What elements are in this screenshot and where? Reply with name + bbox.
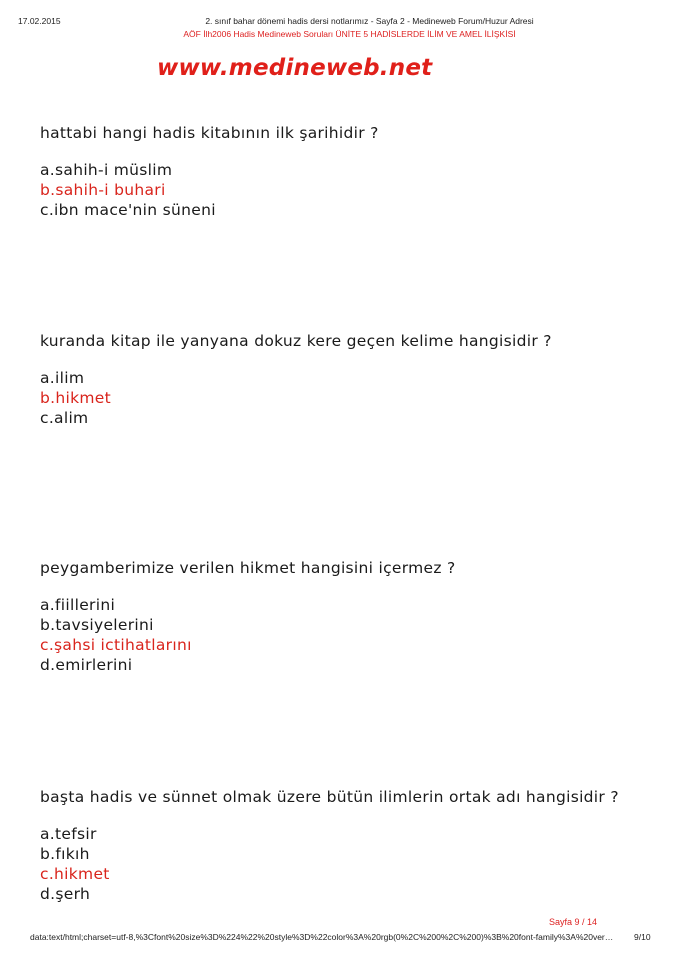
question-block-1: [40, 124, 379, 220]
option-correct: b.hikmet: [40, 389, 111, 407]
question-block-3: [40, 559, 456, 675]
option-correct: c.hikmet: [40, 865, 110, 883]
question-text: hattabi hangi hadis kitabının ilk şarihidir ?: [40, 124, 379, 142]
option: a.ilim: [40, 369, 85, 387]
question-block-2: [40, 332, 552, 428]
option: a.tefsir: [40, 825, 97, 843]
option-correct: b.sahih-i buhari: [40, 181, 166, 199]
print-title: 2. sınıf bahar dönemi hadis dersi notlarımız - Sayfa 2 - Medineweb Forum/Huzur Adresi: [205, 16, 534, 26]
question-text: kuranda kitap ile yanyana dokuz kere geçen kelime hangisidir ?: [40, 332, 552, 350]
question-block-4: [40, 788, 619, 904]
option: c.alim: [40, 409, 89, 427]
page-indicator: Sayfa 9 / 14: [549, 917, 598, 927]
print-page-number: 9/10: [634, 932, 651, 942]
site-watermark[interactable]: www.medineweb.net: [157, 55, 433, 81]
option: b.fıkıh: [40, 845, 90, 863]
question-text: başta hadis ve sünnet olmak üzere bütün ilimlerin ortak adı hangisidir ?: [40, 788, 619, 806]
option: b.tavsiyelerini: [40, 616, 154, 634]
option: a.fiillerini: [40, 596, 116, 614]
print-date: 17.02.2015: [18, 16, 61, 26]
option-correct: c.şahsi ictihatlarını: [40, 636, 192, 654]
print-url: data:text/html;charset=utf-8,%3Cfont%20size%3D%224%22%20style%3D%22color%3A%20rgb(0%2C%200%2C%200)%3B%20font-family%3A%20ver…: [30, 932, 614, 942]
option: a.sahih-i müslim: [40, 161, 173, 179]
option: c.ibn mace'nin süneni: [40, 201, 216, 219]
option: d.emirlerini: [40, 656, 133, 674]
document-subtitle: AÖF İlh2006 Hadis Medineweb Soruları ÜNİTE 5 HADİSLERDE İLİM VE AMEL İLİŞKİSİ: [183, 29, 516, 39]
question-text: peygamberimize verilen hikmet hangisini içermez ?: [40, 559, 456, 577]
option: d.şerh: [40, 885, 91, 903]
